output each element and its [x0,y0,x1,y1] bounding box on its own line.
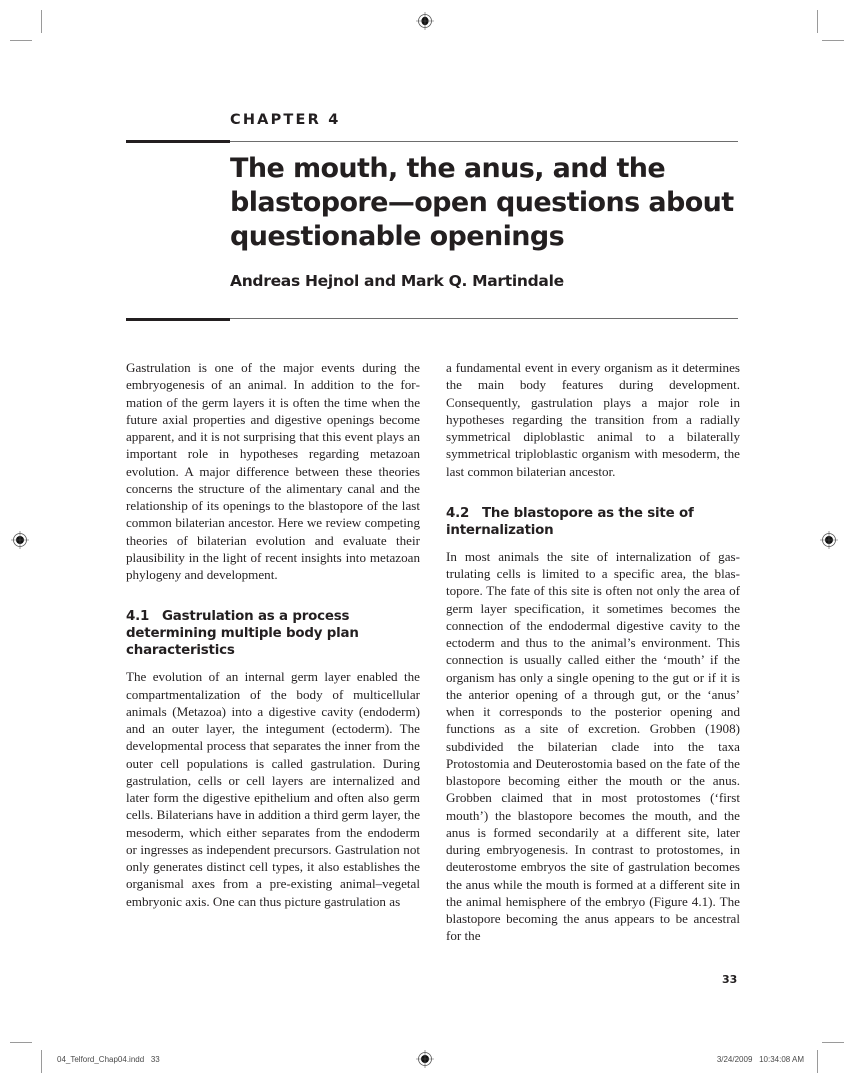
crop-mark-top-right-horizontal [822,40,844,41]
header-rule-thick [126,140,230,143]
section-heading-4-1 [126,608,420,659]
header-rule-thin [230,141,738,142]
registration-target-icon-top [416,12,434,30]
chapter-authors: Andreas Hejnol and Mark Q. Martindale [230,272,564,290]
section-number: 4.1 [126,609,150,625]
left-column [126,359,420,910]
section-heading-4-2 [446,505,740,539]
section-number: 4.2 [446,505,470,521]
crop-mark-top-left-vertical [41,10,42,33]
section-4-2-body: In most animals the site of internalization of gastrulating cells is limited to a specific area, the blastopore. The fate of this site is often not only the area of germ layer specification, it sometimes becomes the connection of the endodermal digestive cavity to the ectoderm and thus to the animal’s environment. This connection is usually called either the ‘mouth’ if the organism has only a single opening to the gut or if it is the anterior opening of a through gut, or the ‘anus’ when it corresponds to the posterior opening and functions as a site of excretion. Grobben (1908) subdivided the bilaterian clade into the taxa Protostomia and Deuterostomia based on the fate of the blastopore becoming either the mouth or the anus. Grobben claimed that in most protostomes (‘first mouth’) the blastopore becomes the mouth, and the anus is formed secondarily at a different site, later during embryogenesis. In contrast to protostomes, in deuterostome embryos the site of gastrulation becomes the anus while the mouth is formed at a different site in the animal hemisphere of the embryo (Figure 4.1). The blastopore becoming the anus appears to be ancestral for the [446,548,740,944]
crop-mark-bottom-left-vertical [41,1050,42,1073]
slug-timestamp: 3/24/2009 10:34:08 AM [716,1055,804,1064]
chapter-label: CHAPTER 4 [230,112,341,128]
crop-mark-bottom-left-horizontal [10,1042,32,1043]
abstract-paragraph: Gastrulation is one of the major events during the embryogenesis of an animal. In addition to the formation of the germ layers it is often the time when the future axial properties and digestive openings become apparent, and it is not surprising that this event plays an important role in hypotheses regarding metazoan evolution. A major difference between these theories concerns the structure of the alimentary canal and the relationship of its openings to the blastopore of the last common bilaterian ancestor. Here we review competing theories of bilaterian evolution and evaluate their plausibility in the light of recent insights into metazoan phylogeny and development. [126,360,420,582]
section-title: Gastrulation as a process determining multiple body plan characteristics [126,609,359,659]
continuation-paragraph: a fundamental event in every organism as it determines the main body features during development. Consequently, gastrulation plays a major role in hypotheses regarding the transition from a radially symmetrical diploblastic animal to a bilaterally symmetrical triploblastic organism with mesoderm, the last common bilaterian ancestor. [446,360,740,479]
crop-mark-top-right-vertical [817,10,818,33]
registration-target-icon-left [11,531,29,549]
section-4-1-body: The evolution of an internal germ layer enabled the compartmentalization of the body of multicellular animals (Metazoa) into a digestive cavity (endoderm) and an outer layer, the integument (ectoderm). The developmental process that separates the inner from the outer cell populations is called gastrulation. During gastrulation, cells or cell layers are internalized and later form the digestive epithelium and often also germ cells. Bilaterians have in addition a third germ layer, the mesoderm, which either separates from the endoderm or ingresses as independent precursors. Gastrulation not only generates distinct cell types, it also establishes the organismal axes from a pre-existing animal–vegetal embryonic axis. One can thus picture gastrulation as [126,669,420,909]
registration-target-icon-right [820,531,838,549]
right-column [446,359,740,945]
header-bottom-rule-thick [126,318,230,321]
section-title: The blastopore as the site of internalization [446,505,694,538]
registration-target-icon-bottom [416,1050,434,1068]
chapter-title: The mouth, the anus, and the blastopore—open questions about questionable openings [230,153,734,252]
crop-mark-bottom-right-vertical [817,1050,818,1073]
slug-file-name: 04_Telford_Chap04.indd 33 [57,1055,160,1064]
page-number: 33 [722,973,738,986]
crop-mark-bottom-right-horizontal [822,1042,844,1043]
crop-mark-top-left-horizontal [10,40,32,41]
header-bottom-rule-thin [230,318,738,319]
